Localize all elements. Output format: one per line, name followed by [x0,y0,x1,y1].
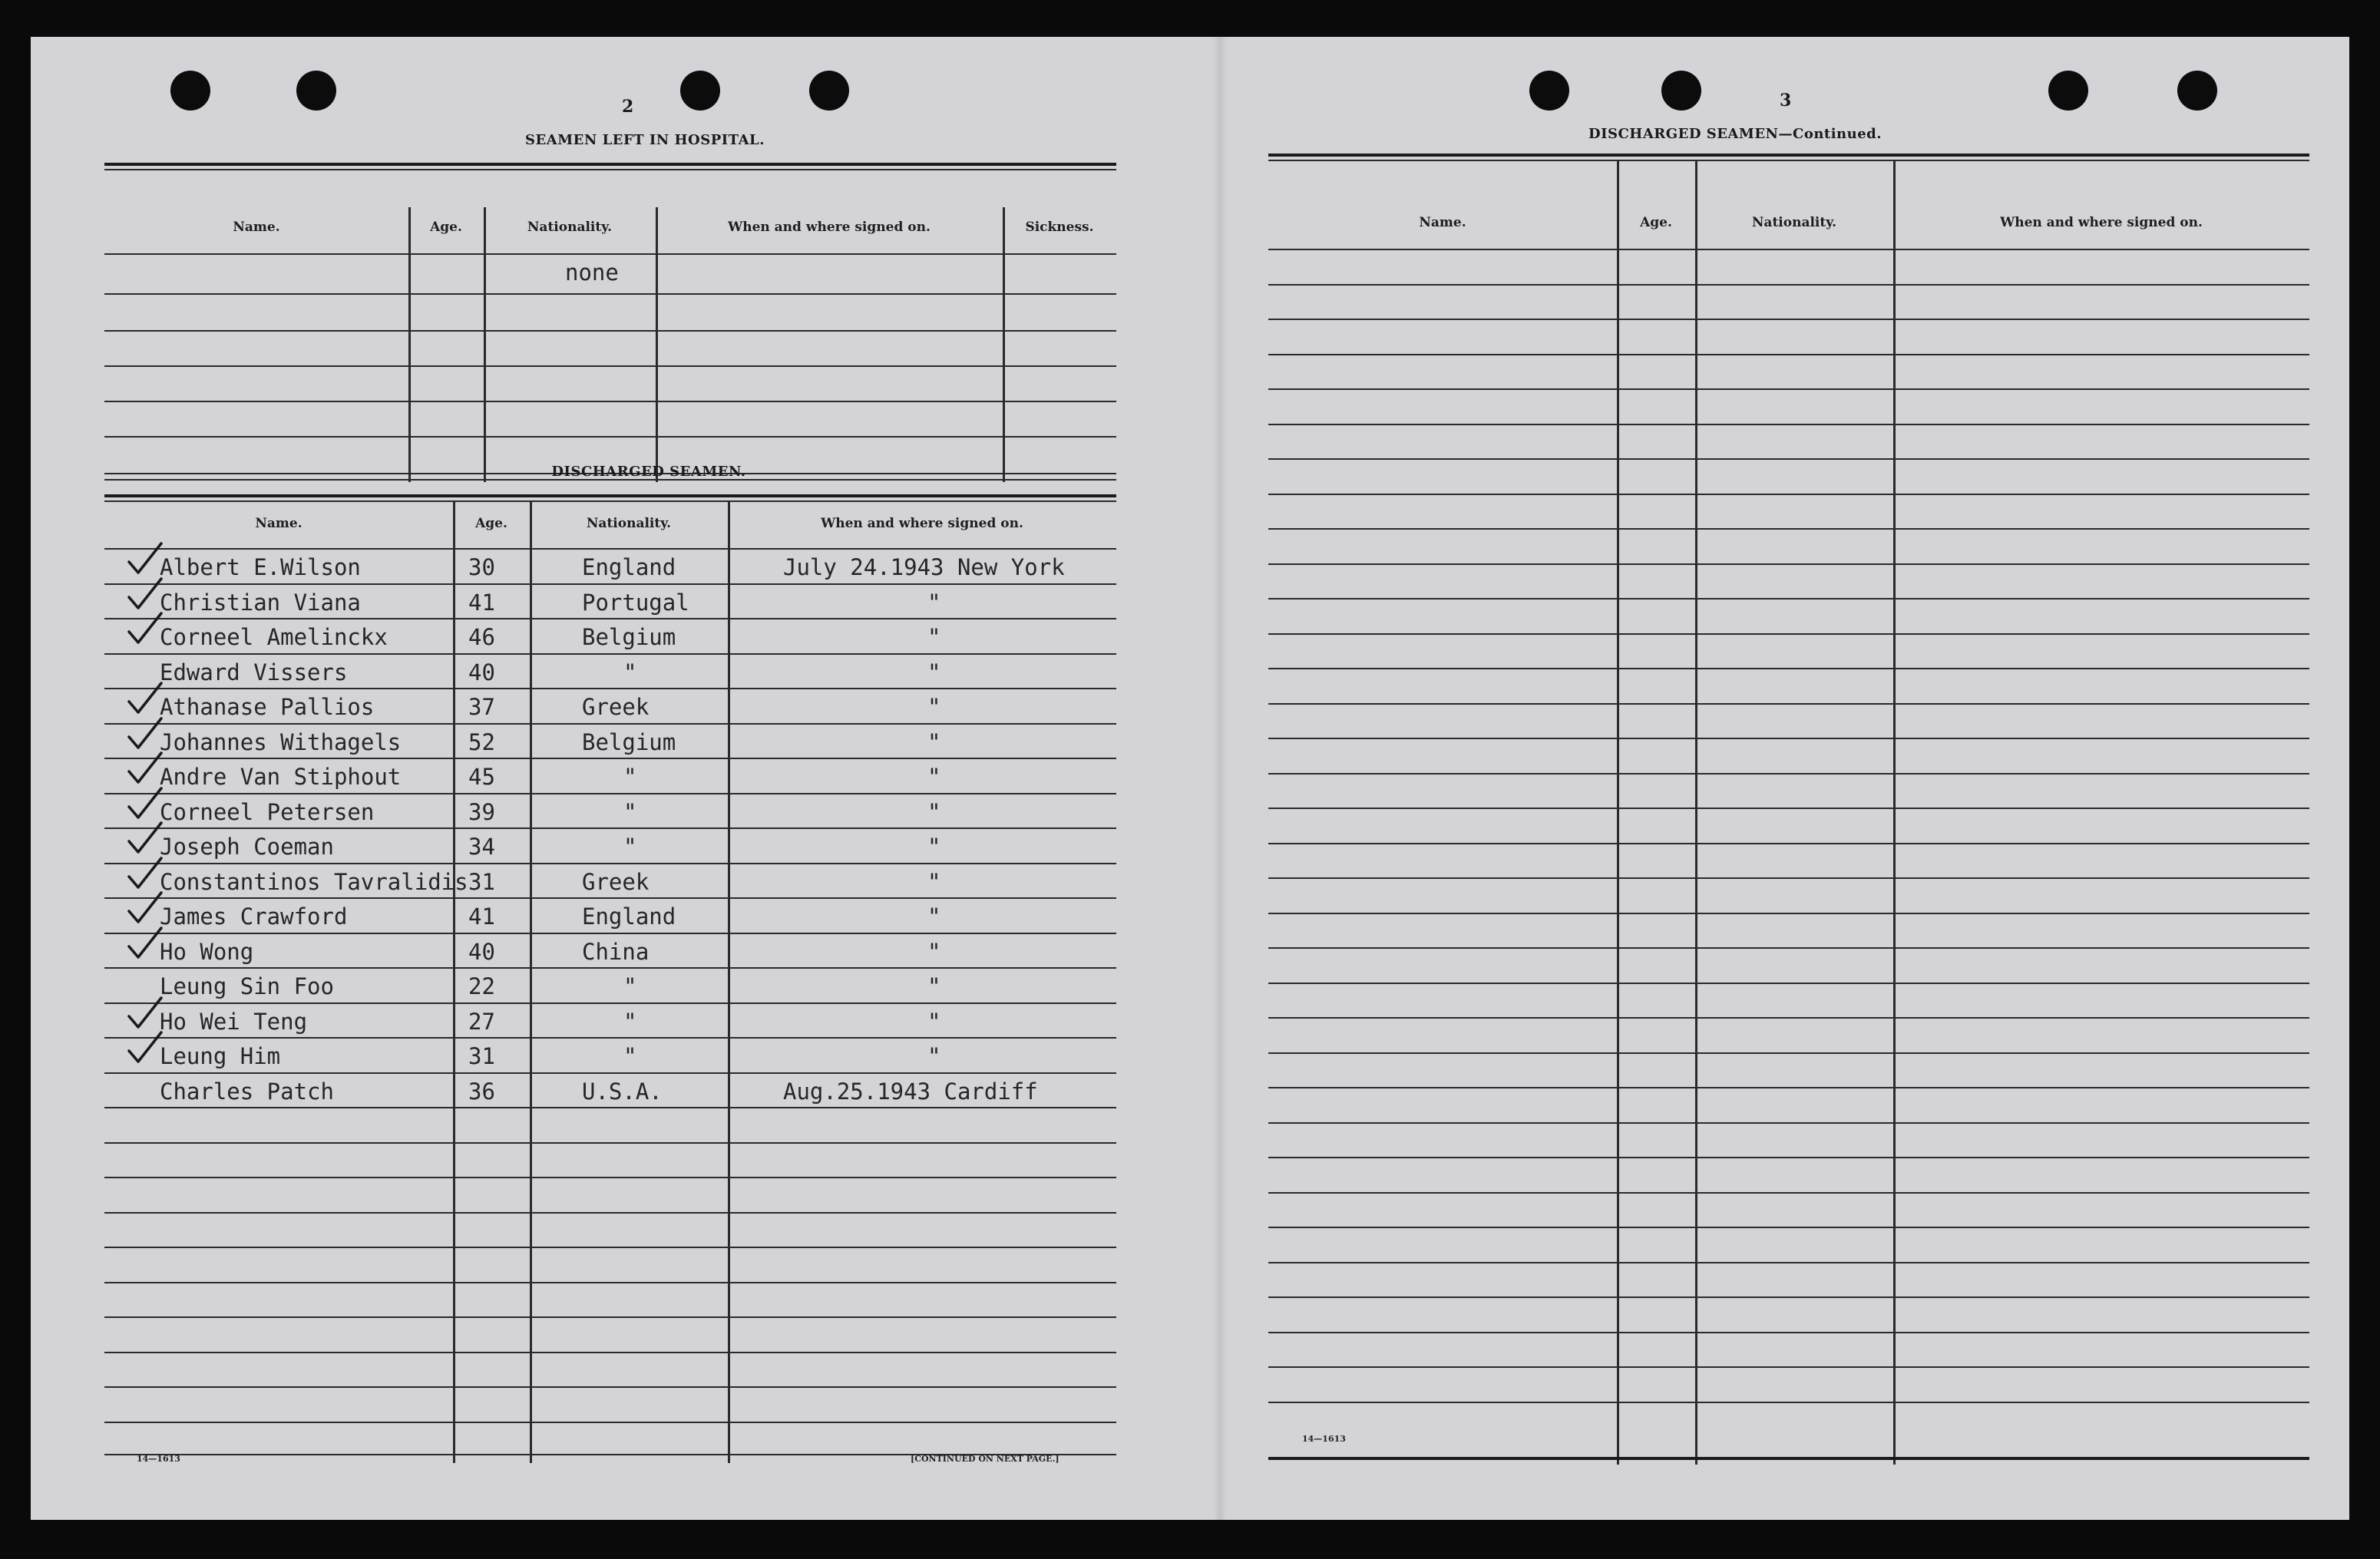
hospital-col-age: Age. [430,220,462,235]
table-row [104,1078,1116,1114]
table-row [104,1009,1116,1044]
continued-col-name: Name. [1419,215,1466,230]
cell-nationality: England [582,554,676,580]
table-row [104,1043,1116,1078]
cell-nationality: " [623,973,637,999]
cell-age: 27 [468,1009,495,1035]
cell-name: Charles Patch [160,1078,334,1105]
checkmark-icon [126,891,164,926]
cell-age: 41 [468,903,495,930]
hospital-table [104,163,1116,482]
cell-name: Leung Sin Foo [160,973,334,999]
cell-signed-on: July 24.1943 New York [783,554,1065,580]
right-page-number: 3 [1780,91,1792,111]
cell-name: Constantinos Tavralidis [160,869,468,895]
cell-name: Leung Him [160,1043,281,1069]
cell-signed-on: " [927,1043,941,1069]
cell-name: Athanase Pallios [160,694,375,720]
cell-name: Andre Van Stiphout [160,764,402,790]
right-page-title: DISCHARGED SEAMEN—Continued. [1588,126,1883,142]
punch-hole [2048,71,2088,111]
cell-nationality: " [623,764,637,790]
cell-name: Edward Vissers [160,659,348,685]
table-row [104,973,1116,1009]
cell-nationality: China [582,939,650,965]
cell-age: 41 [468,590,495,616]
discharged-col-signed-on: When and where signed on. [821,516,1023,531]
table-row [104,939,1116,974]
checkmark-icon [126,857,164,892]
checkmark-icon [126,612,164,647]
cell-nationality: Greek [582,869,650,895]
checkmark-icon [126,996,164,1032]
punch-hole [1661,71,1701,111]
continued-note: [CONTINUED ON NEXT PAGE.] [911,1454,1059,1464]
checkmark-icon [126,821,164,857]
discharged-continued-table [1268,154,2309,1465]
cell-signed-on: " [927,659,941,685]
cell-signed-on: Aug.25.1943 Cardiff [783,1078,1038,1105]
table-row [104,694,1116,729]
cell-age: 45 [468,764,495,790]
cell-name: Ho Wong [160,939,254,965]
cell-signed-on: " [927,624,941,650]
cell-age: 31 [468,869,495,895]
table-row [104,764,1116,799]
punch-hole [809,71,849,111]
cell-age: 40 [468,939,495,965]
cell-signed-on: " [927,694,941,720]
discharged-col-age: Age. [475,516,507,531]
punch-hole [296,71,336,111]
punch-hole [680,71,720,111]
cell-age: 46 [468,624,495,650]
cell-name: Corneel Petersen [160,799,375,825]
cell-signed-on: " [927,729,941,755]
table-row [104,554,1116,590]
cell-age: 30 [468,554,495,580]
cell-name: James Crawford [160,903,348,930]
hospital-col-nationality: Nationality. [527,220,613,235]
cell-age: 37 [468,694,495,720]
punch-hole [170,71,210,111]
cell-nationality: " [623,659,637,685]
table-row [104,834,1116,869]
checkmark-icon [126,751,164,787]
hospital-col-name: Name. [233,220,280,235]
cell-nationality: " [623,799,637,825]
checkmark-icon [126,1031,164,1066]
cell-signed-on: " [927,764,941,790]
continued-col-nationality: Nationality. [1751,215,1837,230]
discharged-col-nationality: Nationality. [586,516,672,531]
cell-age: 39 [468,799,495,825]
table-row [104,869,1116,904]
cell-nationality: England [582,903,676,930]
checkmark-icon [126,717,164,752]
cell-signed-on: " [927,590,941,616]
cell-nationality: Belgium [582,624,676,650]
center-fold [1213,37,1227,1520]
cell-age: 40 [468,659,495,685]
checkmark-icon [126,787,164,822]
checkmark-icon [126,682,164,717]
checkmark-icon [126,926,164,962]
cell-name: Christian Viana [160,590,361,616]
cell-age: 31 [468,1043,495,1069]
cell-age: 36 [468,1078,495,1105]
checkmark-icon [126,577,164,613]
continued-col-age: Age. [1640,215,1672,230]
left-form-code: 14—1613 [137,1454,180,1464]
cell-nationality: " [623,834,637,860]
hospital-col-sickness: Sickness. [1025,220,1094,235]
cell-signed-on: " [927,903,941,930]
cell-signed-on: " [927,939,941,965]
continued-col-signed-on: When and where signed on. [2000,215,2203,230]
cell-signed-on: " [927,973,941,999]
cell-nationality: Portugal [582,590,689,616]
punch-hole [1529,71,1569,111]
cell-signed-on: " [927,1009,941,1035]
cell-name: Johannes Withagels [160,729,402,755]
table-row [104,799,1116,834]
table-row [104,624,1116,659]
cell-age: 22 [468,973,495,999]
hospital-entry: none [565,259,619,286]
right-form-code: 14—1613 [1302,1434,1346,1444]
cell-signed-on: " [927,799,941,825]
discharged-section-title: DISCHARGED SEAMEN. [551,464,746,480]
table-row [104,729,1116,765]
cell-name: Ho Wei Teng [160,1009,308,1035]
cell-nationality: Belgium [582,729,676,755]
cell-age: 34 [468,834,495,860]
table-row [104,590,1116,625]
discharged-col-name: Name. [255,516,302,531]
hospital-col-signed-on: When and where signed on. [728,220,931,235]
document-paper [31,37,2349,1520]
hospital-section-title: SEAMEN LEFT IN HOSPITAL. [525,132,765,148]
punch-hole [2177,71,2217,111]
cell-nationality: " [623,1009,637,1035]
discharged-table [104,494,1116,1463]
cell-age: 52 [468,729,495,755]
cell-nationality: U.S.A. [582,1078,663,1105]
table-row [104,903,1116,939]
cell-name: Albert E.Wilson [160,554,361,580]
checkmark-icon [126,542,164,577]
table-row [104,659,1116,695]
cell-name: Corneel Amelinckx [160,624,388,650]
cell-nationality: Greek [582,694,650,720]
cell-nationality: " [623,1043,637,1069]
cell-signed-on: " [927,834,941,860]
left-page-number: 2 [622,97,634,117]
cell-signed-on: " [927,869,941,895]
cell-name: Joseph Coeman [160,834,334,860]
